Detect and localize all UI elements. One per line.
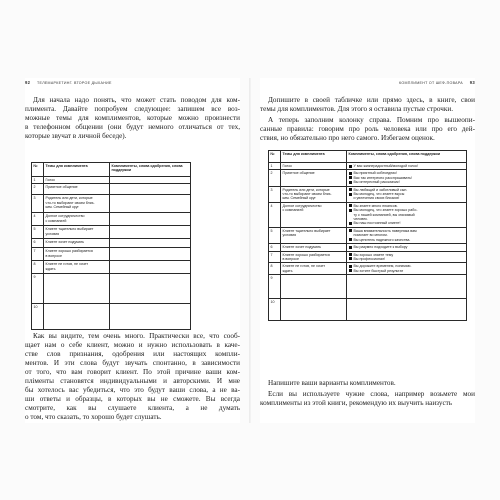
row-topic-cell xyxy=(44,274,110,304)
row-number: 6 xyxy=(32,239,44,248)
compliment-bullet: У вас жизнерадостный/молодой голос! xyxy=(349,164,465,168)
table-row xyxy=(32,195,191,213)
row-topic-cell xyxy=(44,304,110,330)
row-number: 4 xyxy=(269,202,281,227)
left-page xyxy=(25,78,240,423)
text-line: плимента. Давайте попробуем следующее: запишем все воз- xyxy=(25,105,240,113)
row-number: 9 xyxy=(32,274,44,304)
left-top-paragraph xyxy=(25,96,240,141)
row-number: 8 xyxy=(32,261,44,274)
bullet-square-icon xyxy=(349,209,352,212)
text-line: щает нам о себе клиент, можно и нужно использовать в каче- xyxy=(25,341,240,349)
table-row xyxy=(269,244,467,251)
row-topic-line: Приятное общение xyxy=(45,185,78,190)
row-compliments-cell xyxy=(110,274,191,304)
table-row xyxy=(269,227,467,243)
text-line: А теперь заполним колонку справа. Помним про вышеопи- xyxy=(268,116,475,124)
row-compliments-cell xyxy=(110,248,191,261)
row-compliments-cell xyxy=(110,177,191,184)
table-row xyxy=(269,202,467,227)
bullet-square-icon xyxy=(349,188,352,191)
row-topic-line: что-то выбирают своим близ- xyxy=(45,200,95,205)
row-topic-line: с компанией xyxy=(282,208,304,213)
row-compliments-cell xyxy=(110,226,191,239)
compliment-bullet: Вы любящий и заботливый сын. xyxy=(349,188,465,192)
compliment-bullet: Вы наш постоянный клиент! xyxy=(349,221,465,225)
bullet-square-icon xyxy=(349,193,352,196)
right-page-number: 93 xyxy=(469,80,475,85)
row-topic-line: Клиент тщательно выбирает xyxy=(282,228,331,233)
row-topic-line: Долгое сотрудничество xyxy=(45,214,85,219)
row-number: 5 xyxy=(32,226,44,239)
row-topic-line: Клиент хочет подумать xyxy=(45,240,85,245)
row-compliments-cell xyxy=(110,213,191,226)
text-line: темы для комплиментов. Для этого я оставила пустые строчки. xyxy=(260,105,454,113)
text-line: ши ответы и образцы, в которых вы не сможете. Вы всегда xyxy=(25,395,240,403)
row-number: 2 xyxy=(269,170,281,186)
row-topic-cell xyxy=(281,275,347,299)
compliment-bullet: Вы приятный собеседник! xyxy=(349,171,465,175)
table-header-topic: Темы для комплимента xyxy=(281,151,347,163)
row-topic-line: в вопросе xyxy=(45,253,63,258)
row-compliments-cell xyxy=(110,239,191,248)
row-topic-line: ким. Семейный круг xyxy=(45,205,79,210)
row-number: 7 xyxy=(269,251,281,263)
bullet-square-icon xyxy=(349,181,352,184)
right-top-paragraph-2 xyxy=(260,116,475,143)
row-topic-line: Клиент хорошо разбирается xyxy=(45,249,93,254)
row-topic-line: ждать xyxy=(45,266,56,271)
row-number: 10 xyxy=(32,304,44,330)
compliment-bullet: Вы молодец, что знаете вкусы xyxy=(349,192,465,196)
text-line: Как вы видите, тем очень много. Практически все, что сооб- xyxy=(33,332,240,340)
left-page-number: 92 xyxy=(25,80,31,85)
row-compliments-cell xyxy=(347,275,467,299)
text-line: пліменты становятся индивидуальными и авторскими. И мне xyxy=(25,377,240,385)
row-compliments-cell xyxy=(110,184,191,195)
bullet-square-icon xyxy=(349,222,352,225)
right-bottom-paragraph-2 xyxy=(260,390,475,408)
text-line: ствия, но обязательно про него самого. Избегаем оценок. xyxy=(260,134,435,142)
row-topic-line: Долгое сотрудничество xyxy=(282,203,322,208)
bullet-square-icon xyxy=(349,172,352,175)
row-number: 3 xyxy=(32,195,44,213)
left-compliments-table xyxy=(31,162,191,330)
table-row xyxy=(269,263,467,275)
row-topic-line: Родитель или дети, которые xyxy=(282,187,330,192)
table-header-num: № xyxy=(32,163,44,177)
bullet-square-icon xyxy=(349,238,352,241)
row-number: 10 xyxy=(269,299,281,321)
right-running-head: КОМПЛИМЕНТ ОТ ШЕФ-ПОВАРА xyxy=(399,80,463,85)
row-number: 8 xyxy=(269,263,281,275)
bullet-square-icon xyxy=(349,165,352,168)
text-line: Для начала надо понять, что может стать поводом для ком- xyxy=(33,96,240,104)
row-number: 1 xyxy=(32,177,44,184)
row-topic-line: Клиент хочет подумать xyxy=(282,245,322,250)
bullet-square-icon xyxy=(349,204,352,207)
row-number: 1 xyxy=(269,163,281,170)
text-line: можные темы для комплиментов, которые можно произнести xyxy=(25,114,240,122)
table-header-topic: Темы для комплимента xyxy=(44,163,110,177)
row-number: 7 xyxy=(32,248,44,261)
row-topic-cell xyxy=(281,299,347,321)
right-top-paragraph-1 xyxy=(260,96,475,114)
right-page-header xyxy=(260,80,475,88)
right-page xyxy=(260,78,475,423)
table-header-num: № xyxy=(269,151,281,163)
row-topic-line: Голос xyxy=(282,164,293,168)
row-number: 3 xyxy=(269,186,281,202)
text-line: Если вы используете чужие слова, например возьмете мои xyxy=(268,390,475,398)
table-row xyxy=(32,177,191,184)
text-line: бы хотелось вас убедиться, что это будут ваши слова, а не ва- xyxy=(25,386,240,394)
table-row xyxy=(32,213,191,226)
row-number: 2 xyxy=(32,184,44,195)
row-topic-line: с компанией xyxy=(45,218,67,223)
table-row xyxy=(32,261,191,274)
row-topic-line: что-то выбирают своим близ- xyxy=(282,192,332,197)
compliment-bullet: Вы хорошо знаете тему xyxy=(349,253,465,257)
bullet-square-icon xyxy=(349,176,352,179)
compliment-bullet: Вы дорожите временем, понимаю. xyxy=(349,264,465,268)
compliment-bullet: Вы профессионал! xyxy=(349,257,465,261)
table-row xyxy=(269,170,467,186)
table-header-compliments: Комплименты, слова одобрения, слова поддержки xyxy=(347,151,467,163)
compliment-bullet: Ваша внимательность наверняка вам xyxy=(349,229,465,233)
row-number: 6 xyxy=(269,244,281,251)
compliment-bullet: и увлечения своих близких! xyxy=(353,196,400,201)
bullet-square-icon xyxy=(349,257,352,260)
table-row xyxy=(32,226,191,239)
row-number: 9 xyxy=(269,275,281,299)
compliment-bullet: Вы хотите быстрый результат xyxy=(349,269,465,273)
text-line: в телефонном общении (они будут немного отличаться от тех, xyxy=(25,123,240,131)
row-topic-line: Голос xyxy=(45,178,56,182)
compliment-bullet: помогает во многом. xyxy=(353,233,388,238)
table-row xyxy=(269,251,467,263)
table-header-compliments: Комплименты, слова одобрения, слова поддержки xyxy=(110,163,191,177)
row-topic-line: в вопросе xyxy=(282,256,300,261)
row-compliments-cell xyxy=(347,299,467,321)
text-line: комплименты из этой книги, рекомендую их выучить наизусть xyxy=(260,399,453,407)
table-row xyxy=(269,299,467,321)
compliment-bullet: Вы молодец, что знаете хорошо рабо- xyxy=(349,208,465,212)
table-row xyxy=(32,274,191,304)
bullet-square-icon xyxy=(349,253,352,256)
row-topic-line: Клиент не готов, не хочет xyxy=(282,264,326,269)
compliment-bullet: Вы интересный рассказчик! xyxy=(349,180,465,184)
text-line: которые звучат в личной беседе). xyxy=(25,132,127,140)
compliment-bullet: ту с нашей компанией, вы значимый xyxy=(353,212,415,217)
row-topic-line: условия xyxy=(282,233,297,238)
text-line: о том, что сказать, то хорошо будет слушать. xyxy=(25,413,162,421)
compliment-bullet: человек. xyxy=(353,217,368,222)
row-compliments-cell xyxy=(110,195,191,213)
book-gutter xyxy=(249,78,251,423)
row-compliments-cell xyxy=(110,304,191,330)
compliment-bullet: Вы знаете много нюансов. xyxy=(349,204,465,208)
table-row xyxy=(269,186,467,202)
left-running-head: ТЕЛЕМАРКЕТИНГ. ВТОРОЕ ДЫХАНИЕ xyxy=(37,80,112,85)
text-line: Допишите в своей табличке или прямо здесь, в книге, свои xyxy=(268,96,475,104)
right-bottom-paragraph-1 xyxy=(260,379,475,388)
row-compliments-cell xyxy=(110,261,191,274)
row-number: 5 xyxy=(269,227,281,243)
text-line: смотрите, как вы слушаете клиента, а не думать xyxy=(25,404,240,412)
left-page-header xyxy=(25,80,240,88)
bullet-square-icon xyxy=(349,229,352,232)
compliment-bullet: Вы разумно подходите к выбору xyxy=(349,245,465,249)
text-line: стве слов признания, одобрения или настоящих компли- xyxy=(25,350,240,358)
table-row xyxy=(269,163,467,170)
table-row xyxy=(32,184,191,195)
row-topic-line: Клиент не готов, не хочет xyxy=(45,262,89,267)
row-topic-line: ким. Семейный круг xyxy=(282,196,316,201)
bullet-square-icon xyxy=(349,265,352,268)
left-bottom-paragraph xyxy=(25,332,240,422)
row-topic-line: Приятное общение xyxy=(282,171,315,176)
row-number: 4 xyxy=(32,213,44,226)
bullet-square-icon xyxy=(349,269,352,272)
compliment-bullet: Вы ценитель надежного качества. xyxy=(349,238,465,242)
bullet-square-icon xyxy=(349,246,352,249)
text-line: от того, что вам говорит клиент. По этой причине ваши ком- xyxy=(25,368,240,376)
row-topic-line: условия xyxy=(45,231,60,236)
compliment-bullet: Вас так интересно расспрашивать! xyxy=(349,176,465,180)
right-compliments-table xyxy=(268,150,467,321)
text-line: санные правила: говорим про роль человека или про его дей- xyxy=(260,125,475,133)
text-line: Напишите ваши варианты комплиментов. xyxy=(268,379,396,387)
row-topic-line: Родитель или дети, которые xyxy=(45,196,93,201)
text-line: ментов. И эти слова будут звучать спонтанно, в зависимости xyxy=(25,359,240,367)
table-row xyxy=(32,304,191,330)
row-topic-line: Клиент хорошо разбирается xyxy=(282,252,330,257)
table-row xyxy=(32,239,191,248)
table-row xyxy=(269,275,467,299)
row-topic-line: Клиент тщательно выбирает xyxy=(45,227,94,232)
table-row xyxy=(32,248,191,261)
row-topic-line: ждать xyxy=(282,268,293,273)
